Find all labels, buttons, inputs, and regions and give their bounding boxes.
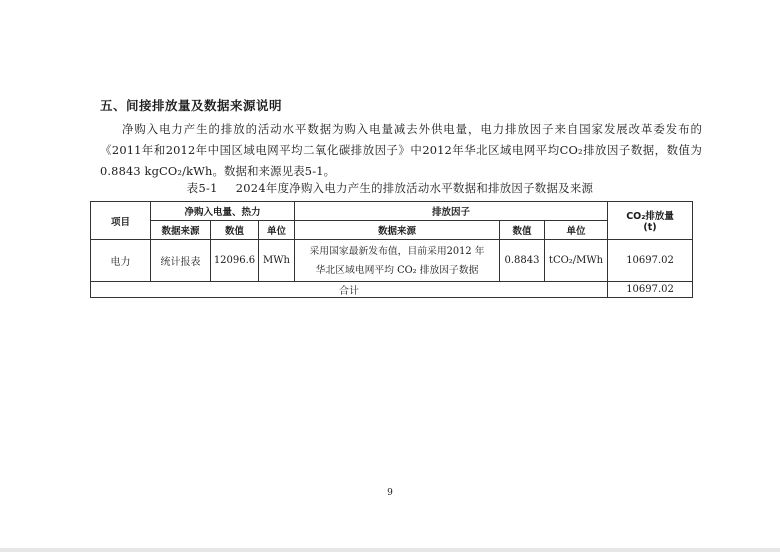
table-caption-number: 表5-1 — [186, 181, 218, 195]
cell-item: 电力 — [91, 240, 151, 282]
table-caption — [0, 180, 780, 196]
sub-factor-unit: 单位 — [545, 221, 608, 240]
table-caption-title: 2024年度净购入电力产生的排放活动水平数据和排放因子数据及来源 — [235, 181, 594, 195]
cell-value: 12096.6 — [211, 240, 259, 282]
page-bottom-edge — [0, 548, 780, 552]
body-paragraph: 净购入电力产生的排放的活动水平数据为购入电量减去外供电量，电力排放因子来自国家发展改革委发布的《2011年和2012年中国区域电网平均二氧化碳排放因子》中2012年华北区域电网平均CO₂排放因子数据，数值为0.8843 kgCO₂/kWh。数据和来源见表5-1。 — [100, 122, 702, 178]
emission-table — [90, 201, 693, 298]
cell-factor-value: 0.8843 — [500, 240, 545, 282]
sub-unit: 单位 — [259, 221, 295, 240]
header-emission-label: CO₂排放量 — [626, 211, 674, 222]
cell-factor-source — [295, 240, 500, 282]
page-number: 9 — [387, 488, 393, 498]
cell-emission: 10697.02 — [608, 240, 693, 282]
table-header-row — [91, 202, 693, 221]
sub-source: 数据来源 — [151, 221, 211, 240]
sub-value: 数值 — [211, 221, 259, 240]
sub-factor-source: 数据来源 — [295, 221, 500, 240]
table-total-row — [91, 282, 693, 298]
cell-factor-source-line1: 采用国家最新发布值，目前采用2012 年 — [309, 245, 485, 257]
header-emission — [608, 202, 693, 240]
cell-factor-unit: tCO₂/MWh — [545, 240, 608, 282]
total-value: 10697.02 — [608, 282, 693, 298]
table-row — [91, 240, 693, 282]
total-label: 合计 — [91, 282, 608, 298]
header-factor: 排放因子 — [295, 202, 608, 221]
cell-source: 统计报表 — [151, 240, 211, 282]
header-activity: 净购入电量、热力 — [151, 202, 295, 221]
cell-unit: MWh — [259, 240, 295, 282]
table-subheader-row — [91, 221, 693, 240]
header-item: 项目 — [91, 202, 151, 240]
header-emission-unit: (t) — [643, 222, 657, 233]
cell-factor-source-line2: 华北区域电网平均 CO₂ 排放因子数据 — [315, 264, 479, 276]
section-heading: 五、间接排放量及数据来源说明 — [100, 98, 283, 113]
sub-factor-value: 数值 — [500, 221, 545, 240]
